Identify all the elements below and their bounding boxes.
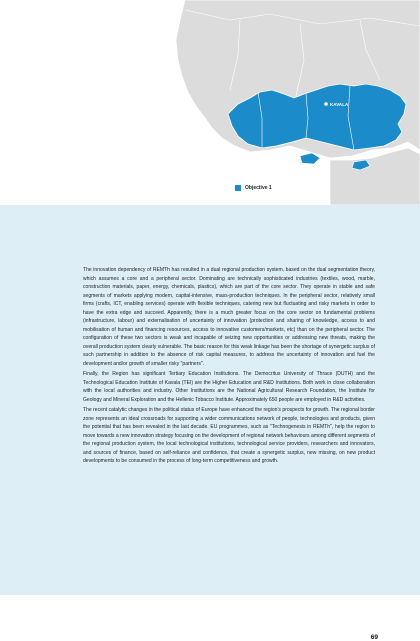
island bbox=[300, 153, 320, 164]
page-number: 69 bbox=[370, 634, 378, 641]
paragraph: Finally, the Region has significant Tertiary Education Institutions. The Democritus University of Thrace (DUTH) and the Technological Education Institute of Kavala (TEI) are the Higher Education and R&D Institutions. Both work in close collaboration with the local authorities and industry. Other Institutions are the National Agricultural Research Foundation, the Institute for Geology and Mineral Exploration and the Hellenic Tobacco Institute. Approximately 650 people are employed in R&D activities. bbox=[83, 371, 375, 403]
map-legend bbox=[235, 184, 272, 192]
paragraph: The innovation dependency of REMTh has resulted in a dual regional production system, based on the dual segmentation theory, which assumes a core and a peripheral sector. Dominating are technically sophisticated industries (textiles, wood, marble, construction materials, paper, energy, chemicals, plastics), which are part of the core sector. They operate in stable and safe segments of markets applying modern, capital-intensive, mass-production techniques. In the peripheral sector, relatively small firms (crafts, ICT, enabling services) operate with flexible techniques, catering new but fluctuating and risky markets in order to have the extra edge and succeed. Apparently, there is a much greater focus on the core sector on fundamental problems (infrastructure, labour) and externalisation of uncertainty of innovation (protection and sharing of knowledge, access to and mobilisation of human and financing resources, access to innovative customers/markets, etc) than on the peripheral sector. The configuration of these two sectors is weak and incapable of seizing new opportunities or addressing new threats, making the overall production system clearly vulnerable. The basic reason for this weak linkage has been the shortage of synergetic surplus of such partnership in addition to the absence of risk capital measures, to address the uncertainty of innovation and fuel the development and/or growth of smaller risky "partners". bbox=[83, 267, 375, 367]
legend-swatch bbox=[235, 185, 241, 191]
body-text bbox=[83, 266, 375, 468]
paragraph: The recent catalytic changes in the political status of Europe have enhanced the region's prospects for growth. The regional border zone represents an ideal crossroads for supporting a wider communications network of people, technologies and products, given the potential that has been revealed in the last decade. EU programmes, such as "Technogenesis in REMTh", help the region to move towards a new innovation strategy focusing on the development of regional network behaviours among different segments of the regional production system, the local technological institutions, technological service providers, researchers and innovators, and sources of finance, based on self-reliance and confidence, that create a synergetic surplus, new missing, on new product developments to be consumed in the process of long-term competitiveness and growth. bbox=[83, 407, 375, 464]
city-label: KAVALA bbox=[330, 102, 349, 107]
text-panel bbox=[0, 205, 420, 641]
legend-label: Objective 1 bbox=[245, 185, 272, 191]
city-marker bbox=[324, 102, 328, 106]
map-graphic bbox=[0, 0, 420, 205]
region-map bbox=[0, 0, 420, 205]
